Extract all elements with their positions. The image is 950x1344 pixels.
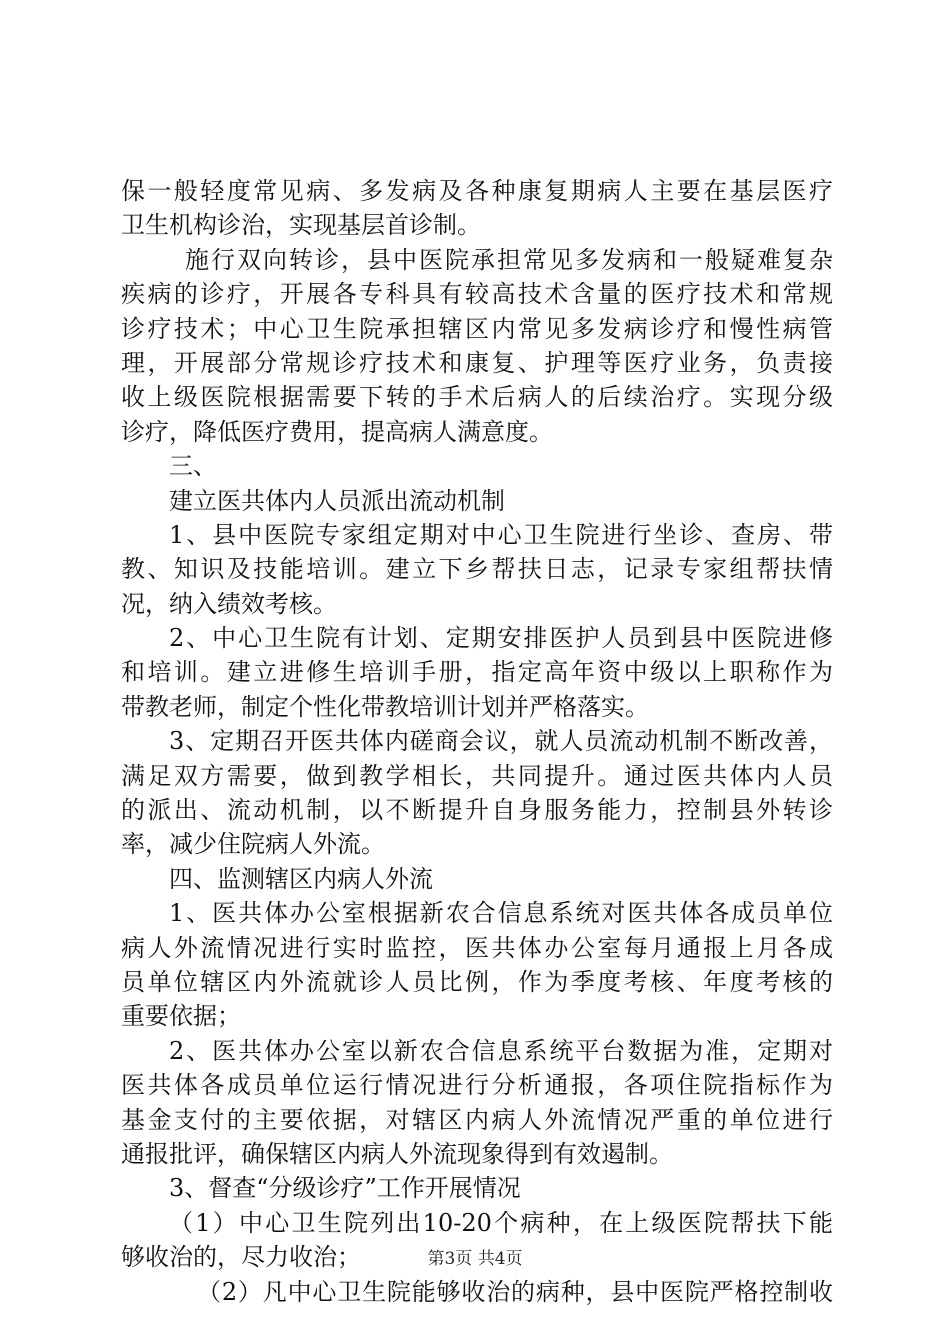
text-line: 重要依据； <box>121 1002 241 1031</box>
text-line: 基金支付的主要依据，对辖区内病人外流情况严重的单位进行 <box>121 1105 833 1134</box>
text-line: 1、县中医院专家组定期对中心卫生院进行坐诊、查房、带 <box>169 520 833 549</box>
text-line: 2、中心卫生院有计划、定期安排医护人员到县中医院进修 <box>169 624 833 653</box>
text-line: 的派出、流动机制，以不断提升自身服务能力，控制县外转诊 <box>121 796 833 825</box>
text-line: 施行双向转诊，县中医院承担常见多发病和一般疑难复杂 <box>185 245 833 274</box>
text-line: 满足双方需要，做到教学相长，共同提升。通过医共体内人员 <box>121 761 833 790</box>
text-line: （2）凡中心卫生院能够收治的病种，县中医院严格控制收 <box>197 1277 833 1306</box>
text-line: 诊疗技术；中心卫生院承担辖区内常见多发病诊疗和慢性病管 <box>121 314 833 343</box>
document-body <box>121 174 833 1309</box>
text-line: 带教老师，制定个性化带教培训计划并严格落实。 <box>121 692 649 721</box>
text-line: 保一般轻度常见病、多发病及各种康复期病人主要在基层医疗 <box>121 177 833 205</box>
text-line: 医共体各成员单位运行情况进行分析通报，各项住院指标作为 <box>121 1071 833 1100</box>
text-line: 收上级医院根据需要下转的手术后病人的后续治疗。实现分级 <box>121 383 833 412</box>
page-footer: 第3页 共4页 <box>427 1249 523 1269</box>
text-line: 通报批评，确保辖区内病人外流现象得到有效遏制。 <box>121 1139 673 1168</box>
text-line: 2、医共体办公室以新农合信息系统平台数据为准，定期对 <box>169 1036 833 1065</box>
text-line: （1）中心卫生院列出10-20个病种，在上级医院帮扶下能 <box>169 1208 833 1237</box>
text-line: 四、监测辖区内病人外流 <box>169 864 433 893</box>
text-line: 疾病的诊疗，开展各专科具有较高技术含量的医疗技术和常规 <box>121 280 833 309</box>
text-line: 1、医共体办公室根据新农合信息系统对医共体各成员单位 <box>169 899 833 928</box>
text-line: 卫生机构诊治，实现基层首诊制。 <box>121 211 481 240</box>
text-line: 教、知识及技能培训。建立下乡帮扶日志，记录专家组帮扶情 <box>121 555 833 584</box>
text-line: 率，减少住院病人外流。 <box>121 830 385 859</box>
text-line: 况，纳入绩效考核。 <box>121 589 337 618</box>
text-line: 理，开展部分常规诊疗技术和康复、护理等医疗业务，负责接 <box>121 348 833 377</box>
text-line: 三、 <box>169 452 217 481</box>
text-line: 和培训。建立进修生培训手册，指定高年资中级以上职称作为 <box>121 658 833 687</box>
text-line: 3、定期召开医共体内磋商会议，就人员流动机制不断改善， <box>169 727 833 756</box>
text-line: 够收治的，尽力收治； <box>121 1243 361 1272</box>
text-line: 建立医共体内人员派出流动机制 <box>169 486 505 515</box>
text-line: 员单位辖区内外流就诊人员比例，作为季度考核、年度考核的 <box>121 967 833 996</box>
text-line: 病人外流情况进行实时监控，医共体办公室每月通报上月各成 <box>121 933 833 962</box>
text-line: 诊疗，降低医疗费用，提高病人满意度。 <box>121 417 553 446</box>
text-line: 3、督查“分级诊疗”工作开展情况 <box>169 1174 521 1203</box>
